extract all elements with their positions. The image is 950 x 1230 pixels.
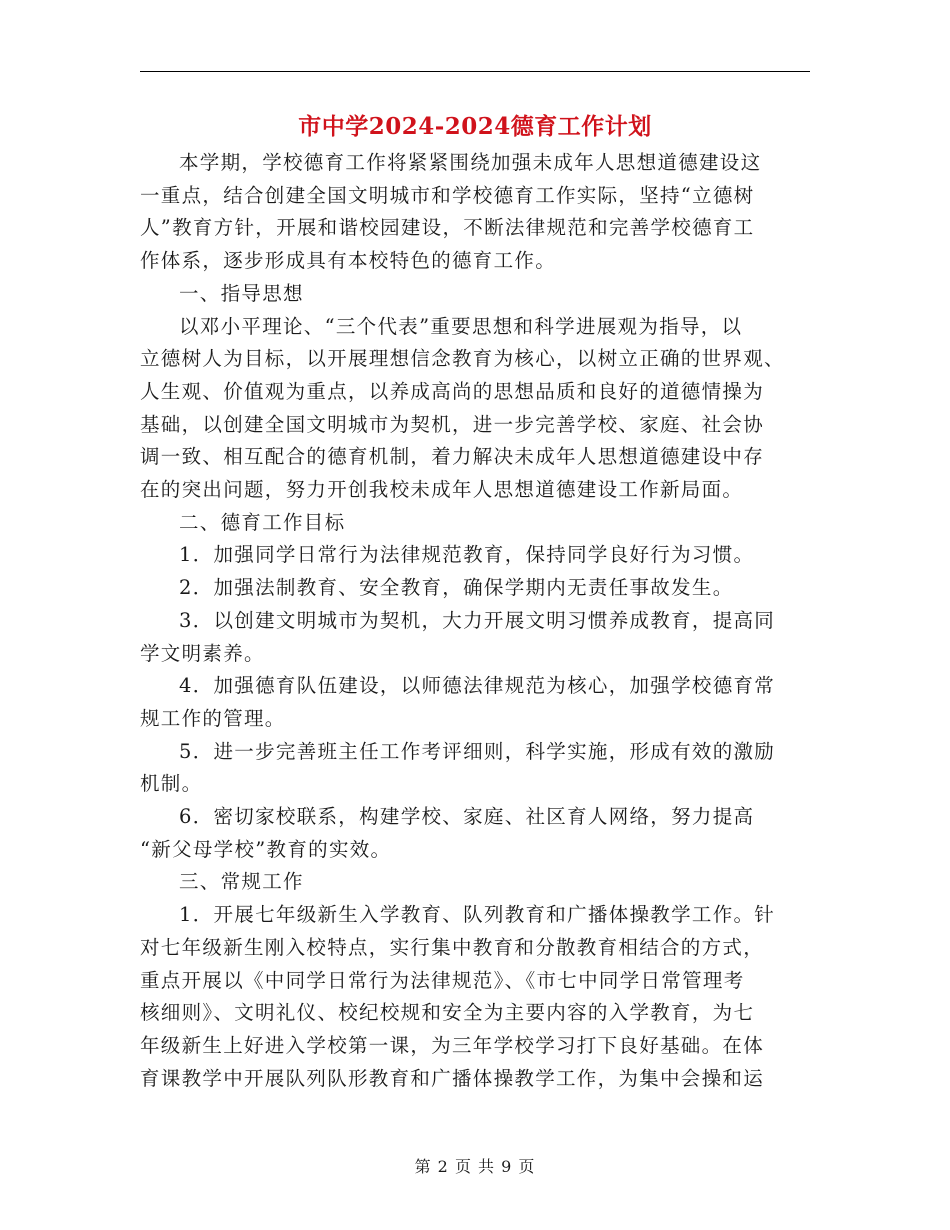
text-line: 基础，以创建全国文明城市为契机，进一步完善学校、家庭、社会协: [140, 412, 765, 436]
text-line: 5．进一步完善班主任工作考评细则，科学实施，形成有效的激励: [179, 739, 776, 763]
text-line: 二、德育工作目标: [179, 510, 346, 534]
text-line: “新父母学校”教育的实效。: [140, 837, 392, 861]
text-line: 作体系，逐步形成具有本校特色的德育工作。: [140, 249, 557, 273]
paragraph: [140, 311, 810, 507]
text-line: 一重点，结合创建全国文明城市和学校德育工作实际，坚持“立德树: [140, 183, 755, 207]
text-line: 人”教育方针，开展和谐校园建设，不断法律规范和完善学校德育工: [140, 216, 755, 240]
paragraph: [140, 278, 810, 311]
paragraph: [140, 507, 810, 540]
document-body: [140, 147, 810, 1095]
document-title: 市中学2024-2024德育工作计划: [298, 113, 652, 140]
text-line: 1．开展七年级新生入学教育、队列教育和广播体操教学工作。针: [179, 903, 776, 927]
text-line: 调一致、相互配合的德育机制，着力解决未成年人思想道德建设中存: [140, 445, 765, 469]
text-line: 规工作的管理。: [140, 706, 286, 730]
text-line: 核细则》、文明礼仪、校纪校规和安全为主要内容的入学教育，为七: [140, 1001, 755, 1025]
text-line: 3．以创建文明城市为契机，大力开展文明习惯养成教育，提高同: [179, 608, 776, 632]
paragraph: [140, 736, 810, 801]
paragraph: [140, 539, 810, 572]
text-line: 1．加强同学日常行为法律规范教育，保持同学良好行为习惯。: [179, 543, 755, 567]
paragraph: [140, 899, 810, 1095]
text-line: 重点开展以《中同学日常行为法律规范》、《市七中同学日常管理考: [140, 968, 745, 992]
text-line: 本学期，学校德育工作将紧紧围绕加强未成年人思想道德建设这: [179, 151, 762, 174]
paragraph: [140, 670, 810, 735]
text-line: 年级新生上好进入学校第一课，为三年学校学习打下良好基础。在体: [140, 1033, 765, 1057]
text-line: 在的突出问题，努力开创我校未成年人思想道德建设工作新局面。: [140, 478, 744, 502]
paragraph: [140, 605, 810, 670]
text-line: 育课教学中开展队列队形教育和广播体操教学工作，为集中会操和运: [140, 1066, 765, 1090]
text-line: 4．加强德育队伍建设，以师德法律规范为核心，加强学校德育常: [179, 674, 776, 698]
paragraph: [140, 866, 810, 899]
text-line: 立德树人为目标，以开展理想信念教育为核心，以树立正确的世界观、: [140, 347, 785, 371]
text-line: 一、指导思想: [179, 281, 304, 305]
paragraph: [140, 801, 810, 866]
text-line: 6．密切家校联系，构建学校、家庭、社区育人网络，努力提高: [179, 805, 755, 829]
text-line: 三、常规工作: [179, 870, 304, 894]
text-line: 学文明素养。: [140, 641, 265, 665]
text-line: 对七年级新生刚入校特点，实行集中教育和分散教育相结合的方式，: [140, 935, 765, 959]
text-line: 2．加强法制教育、安全教育，确保学期内无责任事故发生。: [179, 576, 734, 600]
header-rule: [140, 71, 810, 72]
page-footer: 第 2 页 共 9 页: [414, 1157, 536, 1176]
text-line: 人生观、价值观为重点，以养成高尚的思想品质和良好的道德情操为: [140, 379, 765, 403]
text-line: 机制。: [140, 772, 203, 796]
text-line: 以邓小平理论、“三个代表”重要思想和科学进展观为指导，以: [179, 314, 743, 338]
paragraph: [140, 147, 810, 278]
paragraph: [140, 572, 810, 605]
